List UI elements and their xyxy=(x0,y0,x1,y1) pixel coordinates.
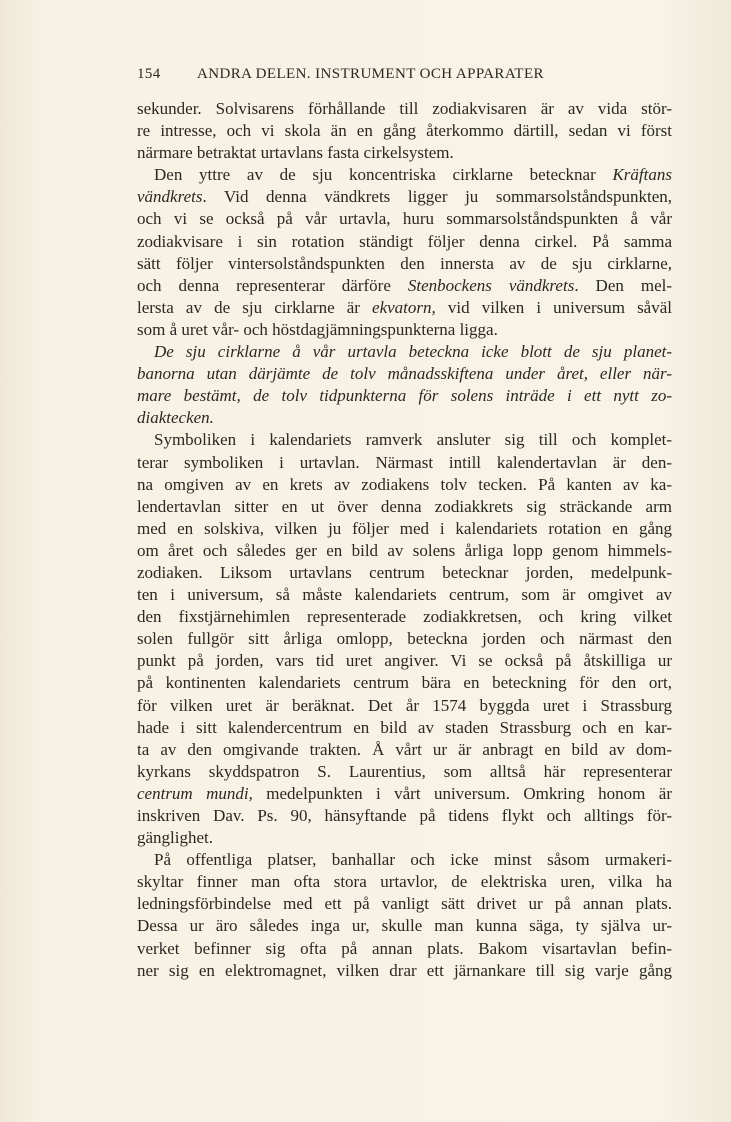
text-segment: terar symboliken i urtavlan. Närmast intill kalendertavlan är den- xyxy=(137,452,672,472)
text-line xyxy=(137,540,672,562)
text-line xyxy=(137,164,672,186)
text-line xyxy=(137,429,672,451)
text-segment: sekunder. Solvisarens förhållande till zodiakvisaren är av vida stör- xyxy=(137,99,672,118)
italic-text: diaktecken. xyxy=(137,408,214,428)
text-segment: hade i sitt kalendercentrum en bild av staden Strassburg och en kar- xyxy=(137,717,672,737)
text-line xyxy=(137,407,672,429)
text-line xyxy=(137,849,672,871)
text-line xyxy=(137,518,672,540)
text-line xyxy=(137,496,672,518)
text-line xyxy=(137,628,672,650)
italic-text: Kräftans xyxy=(612,165,672,185)
text-line xyxy=(137,319,672,341)
text-line xyxy=(137,650,672,672)
text-line xyxy=(137,452,672,474)
text-segment: sätt följer vintersolståndspunkten den innersta av de sju cirklarne, xyxy=(137,253,672,273)
text-line xyxy=(137,231,672,253)
italic-text: Stenbockens vändkrets xyxy=(407,275,575,295)
italic-text: centrum mundi, xyxy=(137,783,253,803)
text-segment: lendertavlan sitter en ut över denna zodiakkrets sig sträckande arm xyxy=(137,496,672,516)
text-segment: Dessa ur äro således inga ur, skulle man kunna säga, ty själva ur- xyxy=(137,916,672,936)
text-line xyxy=(137,871,672,893)
text-line xyxy=(137,385,672,407)
text-line xyxy=(137,938,672,960)
text-segment: med en solskiva, vilken ju följer med i kalendariets rotation en gång xyxy=(137,518,672,538)
text-line xyxy=(137,142,672,164)
text-segment: skyltar finner man ofta stora urtavlor, de elektriska uren, vilka ha xyxy=(137,872,672,892)
text-segment: Symboliken i kalendariets ramverk ansluter sig till och komplet- xyxy=(154,430,672,450)
italic-text: mare bestämt, de tolv tidpunkterna för solens inträde i ett nytt zo- xyxy=(137,386,672,406)
text-line xyxy=(137,363,672,385)
text-segment: och vi se också på vår urtavla, huru sommarsolståndspunkten å vår xyxy=(137,209,672,229)
body-text xyxy=(137,98,672,982)
text-line xyxy=(137,606,672,628)
text-segment: re intresse, och vi skola än en gång återkommo därtill, sedan vi först xyxy=(137,121,672,141)
text-line xyxy=(137,297,672,319)
text-line xyxy=(137,672,672,694)
text-line xyxy=(137,186,672,208)
text-line xyxy=(137,827,672,849)
text-segment: närmare betraktat urtavlans fasta cirkelsystem. xyxy=(137,143,454,163)
text-line xyxy=(137,584,672,606)
text-line xyxy=(137,739,672,761)
text-segment: ta av den omgivande trakten. Å vårt ur är anbragt en bild av dom- xyxy=(137,739,672,759)
text-segment: På offentliga platser, banhallar och icke minst såsom urmakeri- xyxy=(154,850,672,870)
text-line xyxy=(137,893,672,915)
text-segment: kyrkans skyddspatron S. Laurentius, som alltså här representerar xyxy=(137,761,672,781)
text-line xyxy=(137,695,672,717)
text-line xyxy=(137,474,672,496)
text-segment: lersta av de sju cirklarne är xyxy=(137,297,373,317)
italic-text: ekvatorn, xyxy=(372,297,436,317)
text-segment: och denna representerar därföre xyxy=(137,275,408,295)
text-segment: . Vid denna vändkrets ligger ju sommarsolståndspunkten, xyxy=(202,187,672,207)
text-segment: om året och således ger en bild av solens årliga lopp genom himmels- xyxy=(137,540,672,560)
text-segment: ledningsförbindelse med ett på vanligt sätt drivet ur på annan plats. xyxy=(137,894,672,914)
italic-text: De sju cirklarne å vår urtavla beteckna icke blott de sju planet- xyxy=(154,342,672,362)
text-segment: ten i universum, så måste kalendariets centrum, som är omgivet av xyxy=(137,585,672,605)
text-line xyxy=(137,208,672,230)
text-segment: inskriven Dav. Ps. 90, hänsyftande på tidens flykt och alltings för- xyxy=(137,806,672,825)
text-line xyxy=(137,761,672,783)
text-segment: den fixstjärnehimlen representerade zodiakkretsen, och kring vilket xyxy=(137,607,672,627)
text-line xyxy=(137,805,672,827)
text-segment: på kontinenten kalendariets centrum bära en beteckning för den ort, xyxy=(137,673,672,693)
text-segment: . Den mel- xyxy=(574,275,672,295)
text-segment: punkt på jorden, vars tid uret angiver. Vi se också på åtskilliga ur xyxy=(137,651,672,671)
text-line xyxy=(137,783,672,805)
text-segment: Den yttre av de sju koncentriska cirklarne betecknar xyxy=(154,165,613,185)
text-segment: verket befinner sig ofta på annan plats. Bakom visartavlan befin- xyxy=(137,938,672,958)
text-segment: ner sig en elektromagnet, vilken drar ett järnankare till sig varje gång xyxy=(137,960,672,980)
text-line xyxy=(137,562,672,584)
text-segment: vid vilken i universum såväl xyxy=(435,297,672,317)
italic-text: vändkrets xyxy=(137,187,203,207)
text-line xyxy=(137,717,672,739)
text-segment: solen fullgör sitt årliga omlopp, beteckna jorden och närmast den xyxy=(137,629,672,649)
text-line xyxy=(137,98,672,120)
text-segment: na omgiven av en krets av zodiakens tolv tecken. På kanten av ka- xyxy=(137,474,672,494)
text-line xyxy=(137,341,672,363)
text-line xyxy=(137,915,672,937)
text-segment: medelpunkten i vårt universum. Omkring honom är xyxy=(252,783,672,803)
page-number: 154 xyxy=(137,66,161,82)
text-segment: som å uret vår- och höstdagjämningspunkterna ligga. xyxy=(137,319,498,339)
running-title: ANDRA DELEN. INSTRUMENT OCH APPARATER xyxy=(197,66,544,82)
running-header xyxy=(137,66,672,83)
text-line xyxy=(137,253,672,275)
text-line xyxy=(137,275,672,297)
text-line xyxy=(137,960,672,982)
text-line xyxy=(137,120,672,142)
italic-text: banorna utan därjämte de tolv månadsskiftena under året, eller när- xyxy=(137,364,672,384)
text-segment: zodiakvisare i sin rotation ständigt följer denna cirkel. På samma xyxy=(137,231,672,251)
text-segment: gänglighet. xyxy=(137,828,214,848)
text-segment: för vilken uret är beräknat. Det år 1574 byggda uret i Strassburg xyxy=(137,695,672,715)
text-segment: zodiaken. Liksom urtavlans centrum betecknar jorden, medelpunk- xyxy=(137,562,672,582)
